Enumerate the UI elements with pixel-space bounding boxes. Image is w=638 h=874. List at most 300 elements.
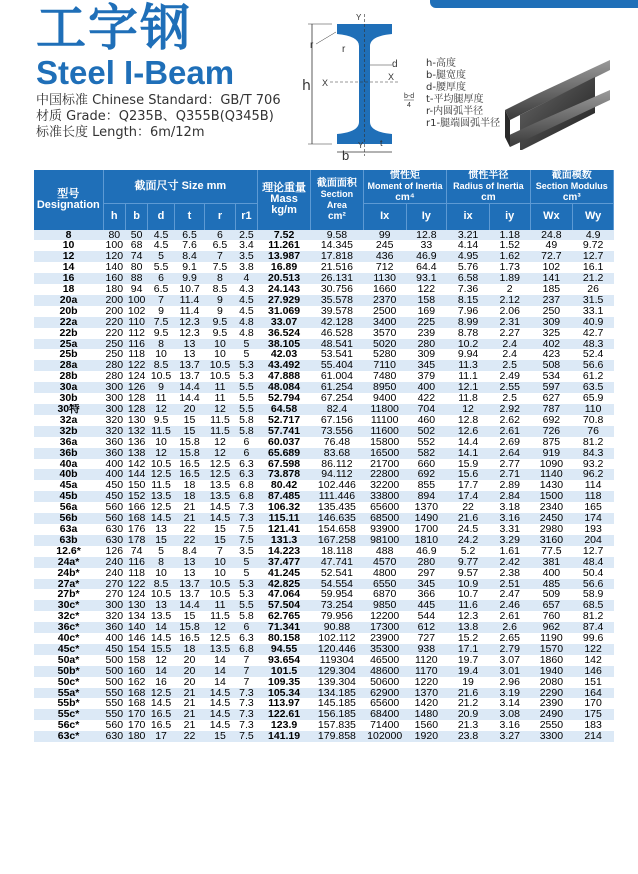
mass-cn: 理论重量 <box>262 182 307 195</box>
table-cell: 10.5 <box>205 371 235 382</box>
table-cell: 787 <box>530 404 573 415</box>
table-cell: 21 <box>174 502 204 513</box>
table-cell: 14 <box>205 666 235 677</box>
table-cell: 71.341 <box>258 622 311 633</box>
table-cell: 550 <box>103 709 125 720</box>
table-cell: 9.77 <box>447 557 490 568</box>
table-cell: 170 <box>573 698 614 709</box>
cell-designation: 27b* <box>34 589 103 600</box>
cell-designation: 20a <box>34 295 103 306</box>
i-beam-spec-table <box>34 170 614 742</box>
table-cell: 11 <box>205 393 235 404</box>
table-cell: 131.3 <box>258 535 311 546</box>
table-cell: 5280 <box>363 349 406 360</box>
table-cell: 142 <box>573 655 614 666</box>
table-cell: 142 <box>125 459 147 470</box>
table-cell: 73.878 <box>258 469 311 480</box>
table-cell: 61.254 <box>310 382 363 393</box>
table-cell: 168 <box>125 513 147 524</box>
table-cell: 31.5 <box>573 295 614 306</box>
table-cell: 200 <box>103 306 125 317</box>
col-header-wy: Wy <box>573 204 614 230</box>
table-cell: 5 <box>235 339 257 350</box>
table-cell: 48.4 <box>573 557 614 568</box>
table-cell: 1.89 <box>489 273 530 284</box>
table-cell: 170 <box>125 720 147 731</box>
table-cell: 280 <box>103 371 125 382</box>
table-cell: 14.4 <box>174 393 204 404</box>
table-cell: 962 <box>530 622 573 633</box>
table-cell: 760 <box>530 611 573 622</box>
legend-item: b-腿宽度 <box>426 70 466 81</box>
table-cell: 13 <box>148 600 174 611</box>
table-cell: 9 <box>148 382 174 393</box>
table-cell: 400 <box>103 469 125 480</box>
table-cell: 102.112 <box>310 633 363 644</box>
title-chinese: 工字钢 <box>36 0 192 57</box>
table-cell: 4.5 <box>148 240 174 251</box>
table-cell: 65600 <box>363 502 406 513</box>
table-cell: 15 <box>205 524 235 535</box>
table-cell: 436 <box>363 251 406 262</box>
table-cell: 509 <box>530 589 573 600</box>
table-cell: 204 <box>573 535 614 546</box>
dim-label-b: b <box>342 148 350 160</box>
table-cell: 37.477 <box>258 557 311 568</box>
table-cell: 19 <box>447 677 490 688</box>
table-cell: 152 <box>125 491 147 502</box>
table-row <box>34 589 614 600</box>
table-cell: 57.504 <box>258 600 311 611</box>
table-cell: 100 <box>103 240 125 251</box>
table-cell: 250 <box>103 339 125 350</box>
cell-designation: 63b <box>34 535 103 546</box>
table-cell: 726 <box>530 426 573 437</box>
legend-item: t-平均腿厚度 <box>426 94 484 105</box>
table-cell: 8950 <box>363 382 406 393</box>
table-cell: 15.8 <box>174 437 204 448</box>
table-row <box>34 644 614 655</box>
table-cell: 49 <box>530 240 573 251</box>
table-cell: 156.185 <box>310 709 363 720</box>
table-row <box>34 393 614 404</box>
table-cell: 6.3 <box>235 469 257 480</box>
table-cell: 2 <box>489 284 530 295</box>
table-cell: 126 <box>103 546 125 557</box>
table-cell: 164 <box>573 688 614 699</box>
table-cell: 200 <box>103 295 125 306</box>
table-cell: 162 <box>125 677 147 688</box>
table-cell: 102 <box>530 262 573 273</box>
table-cell: 400 <box>530 568 573 579</box>
mass-en: Mass <box>270 193 298 206</box>
table-cell: 90.88 <box>310 622 363 633</box>
table-cell: 245 <box>363 240 406 251</box>
table-cell: 12.3 <box>174 328 204 339</box>
table-cell: 102000 <box>363 731 406 742</box>
table-cell: 597 <box>530 382 573 393</box>
table-cell: 119304 <box>310 655 363 666</box>
table-cell: 33.1 <box>573 306 614 317</box>
col-header-r: r <box>205 204 235 230</box>
cell-designation: 12 <box>34 251 103 262</box>
table-cell: 42.128 <box>310 317 363 328</box>
designation-en: Designation <box>36 198 100 211</box>
table-cell: 5.5 <box>235 600 257 611</box>
table-cell: 13 <box>174 557 204 568</box>
table-cell: 297 <box>406 568 447 579</box>
table-cell: 6.8 <box>235 644 257 655</box>
table-cell: 2.61 <box>489 426 530 437</box>
table-cell: 35.578 <box>310 295 363 306</box>
table-row <box>34 535 614 546</box>
table-cell: 12.5 <box>148 502 174 513</box>
table-cell: 79.956 <box>310 611 363 622</box>
table-cell: 46.9 <box>406 546 447 557</box>
table-cell: 14 <box>148 666 174 677</box>
table-cell: 423 <box>530 349 573 360</box>
table-cell: 270 <box>103 579 125 590</box>
table-row <box>34 709 614 720</box>
table-cell: 101.5 <box>258 666 311 677</box>
table-cell: 68400 <box>363 709 406 720</box>
table-cell: 9.5 <box>148 415 174 426</box>
table-cell: 9.57 <box>447 568 490 579</box>
table-cell: 2.4 <box>489 339 530 350</box>
table-cell: 5.5 <box>235 382 257 393</box>
table-cell: 20 <box>174 677 204 688</box>
table-cell: 102 <box>125 306 147 317</box>
table-cell: 132 <box>125 426 147 437</box>
table-cell: 2.42 <box>489 557 530 568</box>
table-cell: 11.5 <box>148 426 174 437</box>
axis-label-y-bottom: Y <box>358 141 364 150</box>
table-cell: 109.35 <box>258 677 311 688</box>
table-cell: 8 <box>205 273 235 284</box>
table-cell: 114 <box>573 480 614 491</box>
table-cell: 12 <box>205 448 235 459</box>
table-cell: 8.5 <box>148 579 174 590</box>
table-row <box>34 251 614 262</box>
table-cell: 360 <box>103 622 125 633</box>
table-cell: 1090 <box>530 459 573 470</box>
table-row <box>34 382 614 393</box>
table-cell: 48.084 <box>258 382 311 393</box>
table-cell: 3300 <box>530 731 573 742</box>
table-cell: 320 <box>103 611 125 622</box>
mass-unit: kg/m <box>271 204 297 217</box>
cell-designation: 20b <box>34 306 103 317</box>
table-cell: 6 <box>235 437 257 448</box>
table-cell: 21.2 <box>573 273 614 284</box>
table-row <box>34 720 614 731</box>
table-cell: 52.794 <box>258 393 311 404</box>
cell-designation: 56c* <box>34 720 103 731</box>
table-cell: 65.9 <box>573 393 614 404</box>
table-cell: 3.8 <box>235 262 257 273</box>
cell-designation: 32c* <box>34 611 103 622</box>
table-cell: 5020 <box>363 339 406 350</box>
table-row <box>34 426 614 437</box>
table-cell: 19.4 <box>447 666 490 677</box>
table-cell: 67.156 <box>310 415 363 426</box>
table-cell: 67.598 <box>258 459 311 470</box>
table-cell: 12 <box>447 404 490 415</box>
table-cell: 6 <box>235 622 257 633</box>
table-cell: 93900 <box>363 524 406 535</box>
table-cell: 3.08 <box>489 709 530 720</box>
cell-designation: 45b <box>34 491 103 502</box>
table-cell: 6.8 <box>235 480 257 491</box>
table-cell: 175 <box>573 709 614 720</box>
table-row <box>34 273 614 284</box>
table-cell: 704 <box>406 404 447 415</box>
table-cell: 42.825 <box>258 579 311 590</box>
cell-designation: 16 <box>34 273 103 284</box>
cell-designation: 50c* <box>34 677 103 688</box>
table-cell: 123.9 <box>258 720 311 731</box>
table-cell: 14.5 <box>205 709 235 720</box>
table-cell: 22 <box>174 535 204 546</box>
table-cell: 3.31 <box>489 524 530 535</box>
table-cell: 13.987 <box>258 251 311 262</box>
table-row <box>34 437 614 448</box>
table-cell: 11800 <box>363 404 406 415</box>
table-cell: 42.03 <box>258 349 311 360</box>
table-cell: 128 <box>125 404 147 415</box>
table-cell: 14.5 <box>148 513 174 524</box>
axis-label-y-top: Y <box>356 13 362 22</box>
table-cell: 12.6 <box>447 426 490 437</box>
table-cell: 10.9 <box>447 579 490 590</box>
table-cell: 855 <box>406 480 447 491</box>
table-cell: 56.6 <box>573 579 614 590</box>
table-cell: 65600 <box>363 698 406 709</box>
table-cell: 309 <box>406 349 447 360</box>
table-cell: 12.5 <box>205 633 235 644</box>
table-cell: 660 <box>406 459 447 470</box>
table-cell: 106.32 <box>258 502 311 513</box>
table-cell: 6550 <box>363 579 406 590</box>
table-cell: 345 <box>406 360 447 371</box>
table-cell: 10 <box>205 557 235 568</box>
cell-designation: 40b <box>34 469 103 480</box>
table-cell: 8.99 <box>447 317 490 328</box>
col-header-ix: Ix <box>363 204 406 230</box>
table-cell: 237 <box>530 295 573 306</box>
table-cell: 2.62 <box>489 415 530 426</box>
table-cell: 7.6 <box>174 240 204 251</box>
cell-designation: 25a <box>34 339 103 350</box>
table-cell: 2.5 <box>489 360 530 371</box>
table-cell: 9400 <box>363 393 406 404</box>
table-cell: 9.5 <box>205 317 235 328</box>
table-cell: 3.16 <box>489 720 530 731</box>
table-cell: 9.72 <box>573 240 614 251</box>
table-cell: 1490 <box>406 513 447 524</box>
table-cell: 4.3 <box>235 284 257 295</box>
table-cell: 116 <box>125 339 147 350</box>
table-row <box>34 360 614 371</box>
table-cell: 11.4 <box>174 295 204 306</box>
table-row <box>34 317 614 328</box>
table-cell: 72.7 <box>530 251 573 262</box>
table-cell: 112 <box>125 328 147 339</box>
table-cell: 560 <box>103 502 125 513</box>
cell-designation: 18 <box>34 284 103 295</box>
table-cell: 534 <box>530 371 573 382</box>
table-cell: 39.578 <box>310 306 363 317</box>
table-cell: 508 <box>530 360 573 371</box>
table-cell: 10.7 <box>447 589 490 600</box>
area-unit: cm² <box>328 210 346 222</box>
table-cell: 4.95 <box>447 251 490 262</box>
table-cell: 54.554 <box>310 579 363 590</box>
table-cell: 121.41 <box>258 524 311 535</box>
table-cell: 17 <box>148 731 174 742</box>
table-cell: 5.5 <box>235 393 257 404</box>
table-cell: 128 <box>125 393 147 404</box>
table-cell: 55.404 <box>310 360 363 371</box>
cell-designation: 24b* <box>34 568 103 579</box>
table-cell: 15.2 <box>447 633 490 644</box>
table-cell: 16.1 <box>573 262 614 273</box>
spec-standard: 中国标准 Chinese Standard：GB/T 706 <box>36 93 281 108</box>
table-cell: 2.27 <box>489 328 530 339</box>
table-row <box>34 230 614 241</box>
table-cell: 12 <box>148 404 174 415</box>
table-cell: 124 <box>125 589 147 600</box>
table-cell: 14.223 <box>258 546 311 557</box>
cell-designation: 24a* <box>34 557 103 568</box>
table-row <box>34 404 614 415</box>
table-row <box>34 666 614 677</box>
table-cell: 4.5 <box>235 306 257 317</box>
table-cell: 9.58 <box>310 230 363 241</box>
table-row <box>34 480 614 491</box>
table-cell: 46500 <box>363 655 406 666</box>
table-cell: 24.8 <box>530 230 573 241</box>
table-cell: 16.5 <box>174 633 204 644</box>
col-header-ry: iy <box>489 204 530 230</box>
table-cell: 11.5 <box>205 611 235 622</box>
table-cell: 12.8 <box>447 415 490 426</box>
table-cell: 214 <box>573 731 614 742</box>
table-cell: 13 <box>174 568 204 579</box>
table-cell: 11.8 <box>447 393 490 404</box>
spec-length: 标准长度 Length：6m/12m <box>36 125 205 140</box>
table-cell: 300 <box>103 600 125 611</box>
table-cell: 9 <box>148 306 174 317</box>
table-cell: 692 <box>530 415 573 426</box>
table-cell: 53.541 <box>310 349 363 360</box>
table-cell: 15 <box>205 731 235 742</box>
table-cell: 10 <box>148 437 174 448</box>
table-cell: 6.5 <box>205 240 235 251</box>
table-row <box>34 600 614 611</box>
table-cell: 9.9 <box>174 273 204 284</box>
table-cell: 3.29 <box>489 535 530 546</box>
table-cell: 5.3 <box>235 360 257 371</box>
table-cell: 2.46 <box>489 600 530 611</box>
table-cell: 9.5 <box>148 328 174 339</box>
table-cell: 118 <box>125 349 147 360</box>
i-beam-section-diagram <box>292 10 434 160</box>
table-cell: 1220 <box>406 677 447 688</box>
table-cell: 11.3 <box>447 360 490 371</box>
table-cell: 183 <box>573 720 614 731</box>
table-cell: 460 <box>406 415 447 426</box>
table-cell: 712 <box>363 262 406 273</box>
table-cell: 15.8 <box>174 622 204 633</box>
table-cell: 20.9 <box>447 709 490 720</box>
table-cell: 16500 <box>363 448 406 459</box>
cell-designation: 27a* <box>34 579 103 590</box>
table-cell: 7.5 <box>235 535 257 546</box>
cell-designation: 50b* <box>34 666 103 677</box>
table-cell: 33.07 <box>258 317 311 328</box>
table-cell: 2.5 <box>489 393 530 404</box>
table-cell: 2.64 <box>489 448 530 459</box>
table-cell: 24.5 <box>447 524 490 535</box>
table-cell: 110 <box>573 404 614 415</box>
table-cell: 68.5 <box>573 600 614 611</box>
table-cell: 1560 <box>406 720 447 731</box>
table-cell: 94.55 <box>258 644 311 655</box>
table-cell: 113.97 <box>258 698 311 709</box>
table-cell: 122 <box>573 644 614 655</box>
table-cell: 86.112 <box>310 459 363 470</box>
cell-designation: 22b <box>34 328 103 339</box>
table-cell: 122 <box>125 579 147 590</box>
table-cell: 15.6 <box>447 469 490 480</box>
table-cell: 26 <box>573 284 614 295</box>
table-row <box>34 284 614 295</box>
table-cell: 12.1 <box>447 382 490 393</box>
table-cell: 118 <box>573 491 614 502</box>
cell-designation: 30c* <box>34 600 103 611</box>
table-cell: 9 <box>205 306 235 317</box>
table-cell: 1.18 <box>489 230 530 241</box>
table-cell: 10 <box>205 568 235 579</box>
table-cell: 146 <box>125 633 147 644</box>
cell-designation: 32b <box>34 426 103 437</box>
table-cell: 280 <box>406 557 447 568</box>
table-cell: 2.79 <box>489 644 530 655</box>
cell-designation: 22a <box>34 317 103 328</box>
table-cell: 102.446 <box>310 480 363 491</box>
table-cell: 16.5 <box>148 709 174 720</box>
table-cell: 1500 <box>530 491 573 502</box>
table-row <box>34 262 614 273</box>
table-cell: 10.5 <box>148 371 174 382</box>
table-cell: 14.4 <box>174 382 204 393</box>
table-cell: 544 <box>406 611 447 622</box>
table-cell: 6.5 <box>174 230 204 241</box>
cell-designation: 50a* <box>34 655 103 666</box>
table-cell: 3.01 <box>489 666 530 677</box>
table-cell: 98100 <box>363 535 406 546</box>
table-cell: 154 <box>125 644 147 655</box>
table-cell: 154.658 <box>310 524 363 535</box>
table-cell: 12 <box>205 437 235 448</box>
table-cell: 300 <box>103 404 125 415</box>
table-cell: 2.4 <box>489 349 530 360</box>
legend <box>426 58 500 130</box>
legend-item: h-高度 <box>426 58 456 69</box>
table-cell: 2.5 <box>235 230 257 241</box>
cell-designation: 40c* <box>34 633 103 644</box>
